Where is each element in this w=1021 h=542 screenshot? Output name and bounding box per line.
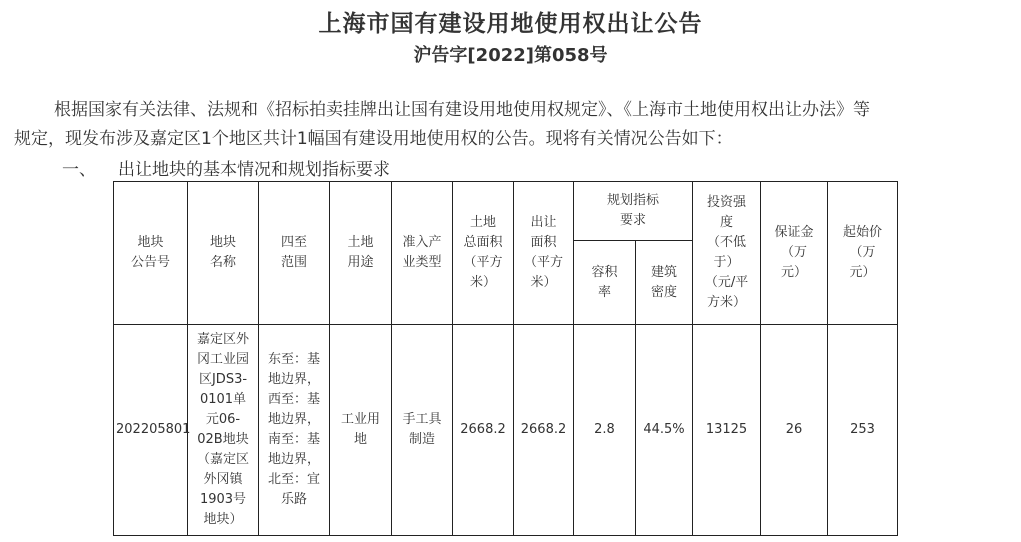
section-number: 一、 [62,160,96,180]
cell-boundary-line: 乐路 [280,492,307,507]
header-deposit [761,182,828,325]
intro-line-1 [14,96,1004,125]
header-floor-area-ratio-line: 率 [597,284,611,300]
header-sale-area-line: （平方 [523,255,563,270]
section-heading [62,155,390,180]
cell-parcel-name-line: 外冈镇 [203,472,243,487]
cell-parcel-name-line: 元06- [205,412,241,427]
header-notice-no-line: 地块 [137,235,164,250]
cell-parcel-name-line: 冈工业园 [196,352,249,367]
cell-parcel-name [188,325,259,536]
cell-boundary [259,325,330,536]
intro-text-1: 根据国家有关法律、法规和《招标拍卖挂牌出让国有建设用地使用权规定》、《上海市土地使用权出让办法》等 [54,100,870,120]
cell-sale-area: 2668.2 [514,325,574,536]
cell-industry-type-line: 手工具 [402,412,442,427]
cell-boundary-line: 地边界， [267,452,320,467]
cell-boundary-line: 南至：基 [267,432,320,447]
header-total-area-line: （平方 [463,255,503,270]
cell-building-density: 44.5% [636,325,693,536]
cell-deposit: 26 [761,325,828,536]
header-land-use [330,182,392,325]
cell-total-area: 2668.2 [453,325,514,536]
header-sale-area-line: 出让 [530,215,557,230]
cell-parcel-name-line: 地块） [203,512,243,527]
parcel-table [113,181,898,536]
header-start-price-line: 起始价 [843,225,883,240]
table-row [114,325,898,536]
cell-land-use-line: 工业用 [340,412,380,427]
intro-paragraph [14,96,1004,154]
table-header-row [114,182,898,241]
header-floor-area-ratio [574,241,636,325]
header-parcel-name-line: 名称 [209,255,236,270]
header-deposit-line: 元） [781,265,808,280]
header-plan-index-line: 规划指标 [607,193,660,208]
header-investment-intensity-line: （元/平 [704,275,749,290]
cell-boundary-line: 地边界， [267,412,320,427]
cell-start-price: 253 [828,325,898,536]
cell-boundary-line: 地边界， [267,372,320,387]
header-plan-index-line: 要求 [620,213,647,228]
header-land-use-line: 土地 [347,235,374,250]
header-investment-intensity-line: 投资强 [707,195,747,210]
header-industry-type-line: 业类型 [402,255,442,270]
header-industry-type-line: 准入产 [402,235,442,250]
header-deposit-line: 保证金 [774,225,814,240]
header-building-density-line: 建筑 [651,264,678,280]
document-number: 沪告字[2022]第058号 [413,45,608,66]
header-investment-intensity-line: 度 [720,215,734,230]
cell-land-use-line: 地 [353,432,367,447]
header-building-density [636,241,693,325]
cell-land-use [330,325,392,536]
header-building-density-line: 密度 [651,284,678,300]
cell-parcel-name-line: 区JDS3- [198,372,248,387]
header-sale-area-line: 面积 [530,235,557,250]
header-investment-intensity-line: （不低 [707,235,747,250]
header-investment-intensity [693,182,761,325]
cell-boundary-line: 东至：基 [267,352,320,367]
header-boundary-line: 范围 [280,255,307,270]
cell-parcel-name-line: 02B地块 [197,432,249,447]
header-investment-intensity-line: 方米） [707,295,747,310]
header-land-use-line: 用途 [347,255,374,270]
intro-line-2: 规定，现发布涉及嘉定区1个地区共计1幅国有建设用地使用权的公告。现将有关情况公告如下： [14,129,733,149]
cell-industry-type [392,325,453,536]
header-investment-intensity-line: 于） [713,255,740,270]
header-boundary-line: 四至 [280,235,307,250]
cell-parcel-name-line: （嘉定区 [196,452,249,467]
cell-boundary-line: 北至：宜 [267,472,320,487]
header-start-price [828,182,898,325]
cell-investment-intensity: 13125 [693,325,761,536]
header-start-price-line: 元） [849,265,876,280]
header-sale-area [514,182,574,325]
header-parcel-name [188,182,259,325]
section-title: 出让地块的基本情况和规划指标要求 [118,160,390,180]
header-total-area-line: 米） [469,275,496,290]
header-industry-type [392,182,453,325]
header-total-area-line: 总面积 [463,235,503,250]
cell-parcel-name-line: 0101单 [199,392,247,407]
header-deposit-line: （万 [781,245,808,260]
notice-title: 上海市国有建设用地使用权出让公告 [318,11,703,37]
cell-industry-type-line: 制造 [408,432,435,447]
header-notice-no [114,182,188,325]
header-notice-no-line: 公告号 [130,255,170,270]
header-floor-area-ratio-line: 容积 [591,264,618,280]
header-parcel-name-line: 地块 [209,235,236,250]
header-plan-index [574,182,693,241]
cell-boundary-line: 西至：基 [267,392,320,407]
header-sale-area-line: 米） [530,275,557,290]
cell-parcel-name-line: 嘉定区外 [196,332,249,347]
cell-parcel-name-line: 1903号 [199,492,247,507]
header-total-area-line: 土地 [469,215,496,230]
cell-notice-no: 202205801 [114,325,188,536]
cell-floor-area-ratio: 2.8 [574,325,636,536]
header-total-area [453,182,514,325]
header-boundary [259,182,330,325]
header-start-price-line: （万 [849,245,876,260]
